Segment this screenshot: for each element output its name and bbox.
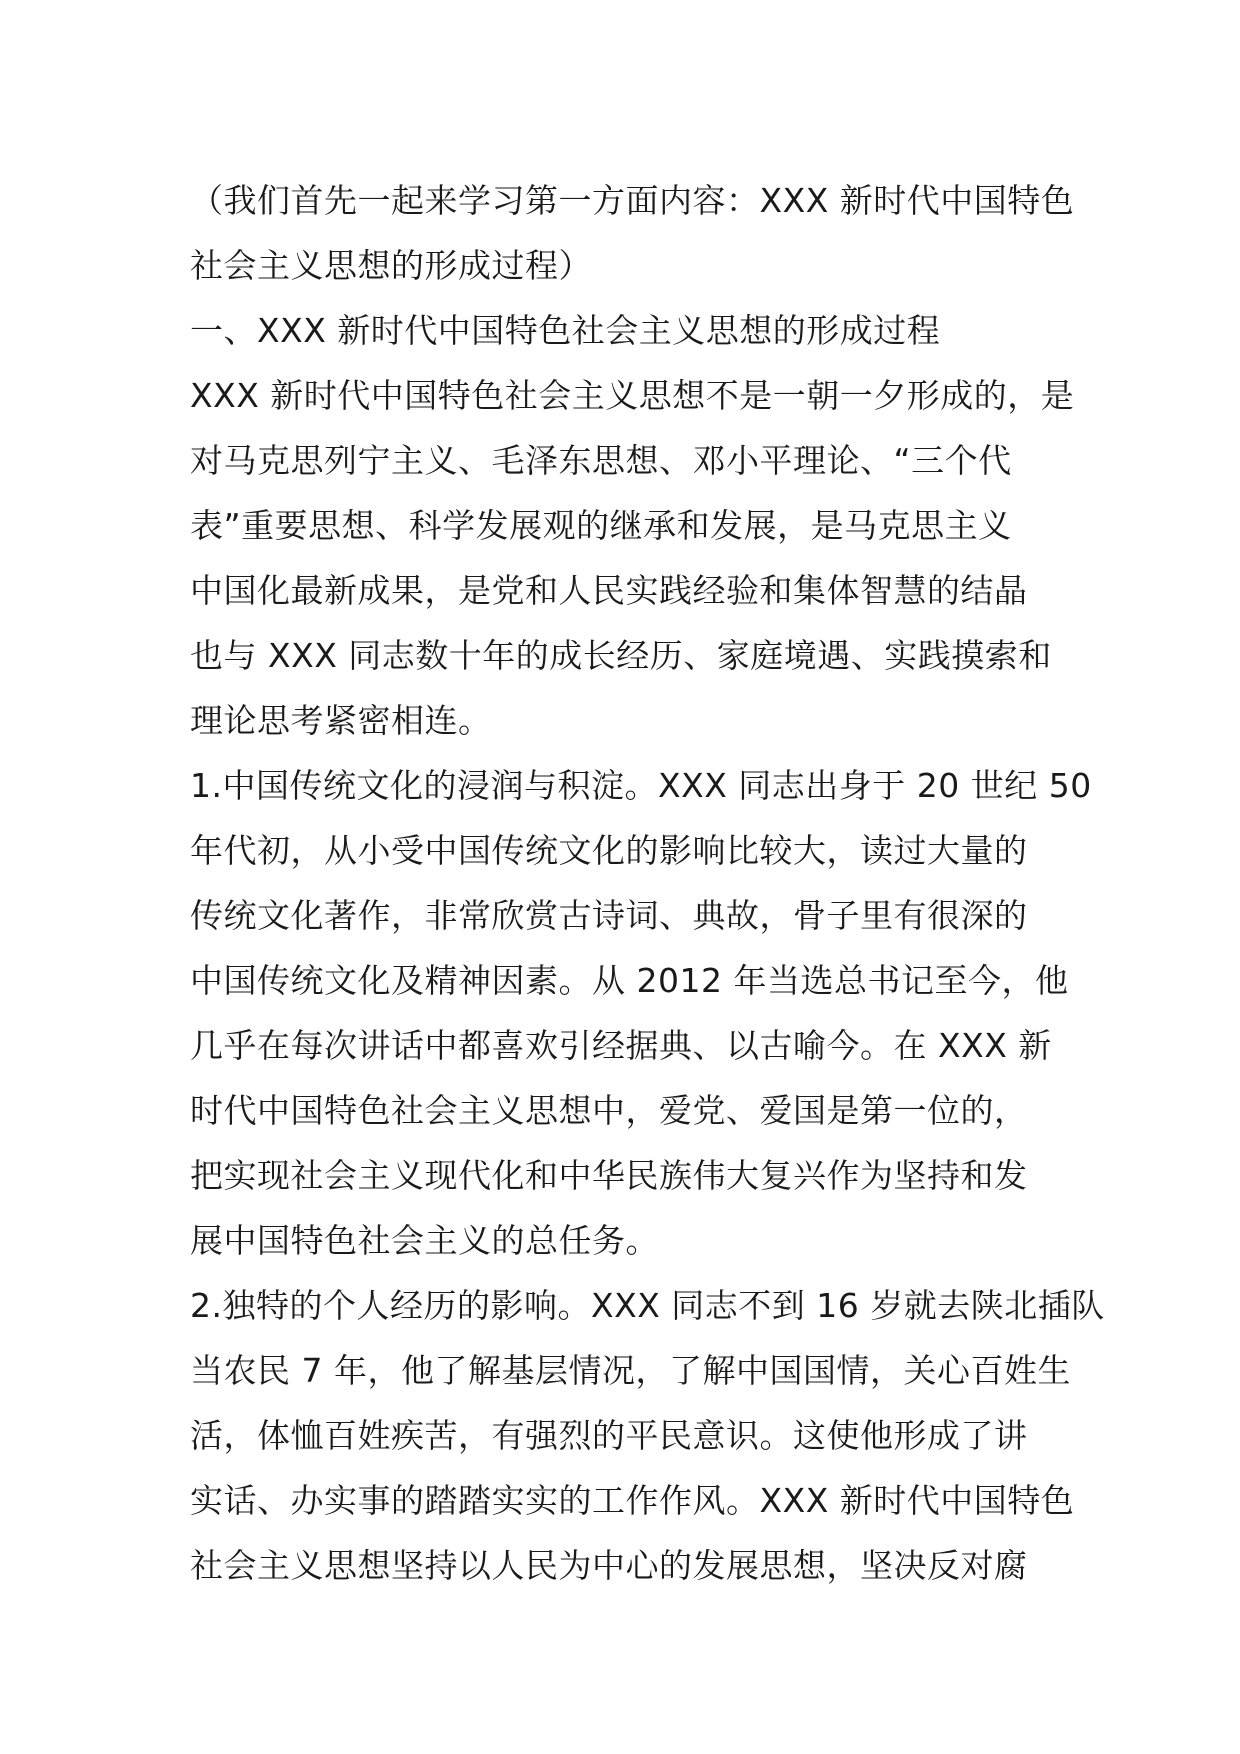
paragraph-line: 当农民 7 年，他了解基层情况，了解中国国情，关心百姓生 <box>190 1351 1071 1390</box>
paragraph-line: 中国化最新成果，是党和人民实践经验和集体智慧的结晶 <box>190 571 1028 610</box>
paragraph-line: 社会主义思想坚持以人民为中心的发展思想，坚决反对腐 <box>190 1546 1028 1585</box>
paragraph-line: 时代中国特色社会主义思想中，爱党、爱国是第一位的， <box>190 1091 1028 1130</box>
paragraph-line: XXX 新时代中国特色社会主义思想不是一朝一夕形成的，是 <box>190 376 1075 415</box>
paragraph-line: 几乎在每次讲话中都喜欢引经据典、以古喻今。在 XXX 新 <box>190 1026 1052 1065</box>
paragraph-line: 年代初，从小受中国传统文化的影响比较大，读过大量的 <box>190 831 1028 870</box>
paragraph-line: 活，体恤百姓疾苦，有强烈的平民意识。这使他形成了讲 <box>190 1416 1028 1455</box>
paragraph-line: 对马克思列宁主义、毛泽东思想、邓小平理论、“三个代 <box>190 441 1012 480</box>
paragraph-line: 展中国特色社会主义的总任务。 <box>190 1221 659 1260</box>
paragraph-line: 表”重要思想、科学发展观的继承和发展，是马克思主义 <box>190 506 1012 545</box>
paragraph-line: 也与 XXX 同志数十年的成长经历、家庭境遇、实践摸索和 <box>190 636 1052 675</box>
document-body <box>190 168 1105 1598</box>
intro-line-2: 社会主义思想的形成过程） <box>190 246 592 285</box>
paragraph-line: 理论思考紧密相连。 <box>190 701 492 740</box>
paragraph-line: 中国传统文化及精神因素。从 2012 年当选总书记至今，他 <box>190 961 1069 1000</box>
paragraph-line: 传统文化著作，非常欣赏古诗词、典故，骨子里有很深的 <box>190 896 1028 935</box>
paragraph-line: 把实现社会主义现代化和中华民族伟大复兴作为坚持和发 <box>190 1156 1028 1195</box>
intro-line-1: （我们首先一起来学习第一方面内容：XXX 新时代中国特色 <box>190 181 1075 220</box>
section-heading: 一、XXX 新时代中国特色社会主义思想的形成过程 <box>190 311 941 350</box>
subsection-1-line: 1.中国传统文化的浸润与积淀。XXX 同志出身于 20 世纪 50 <box>190 766 1092 805</box>
paragraph-line: 实话、办实事的踏踏实实的工作作风。XXX 新时代中国特色 <box>190 1481 1075 1520</box>
subsection-2-line: 2.独特的个人经历的影响。XXX 同志不到 16 岁就去陕北插队 <box>190 1286 1105 1325</box>
